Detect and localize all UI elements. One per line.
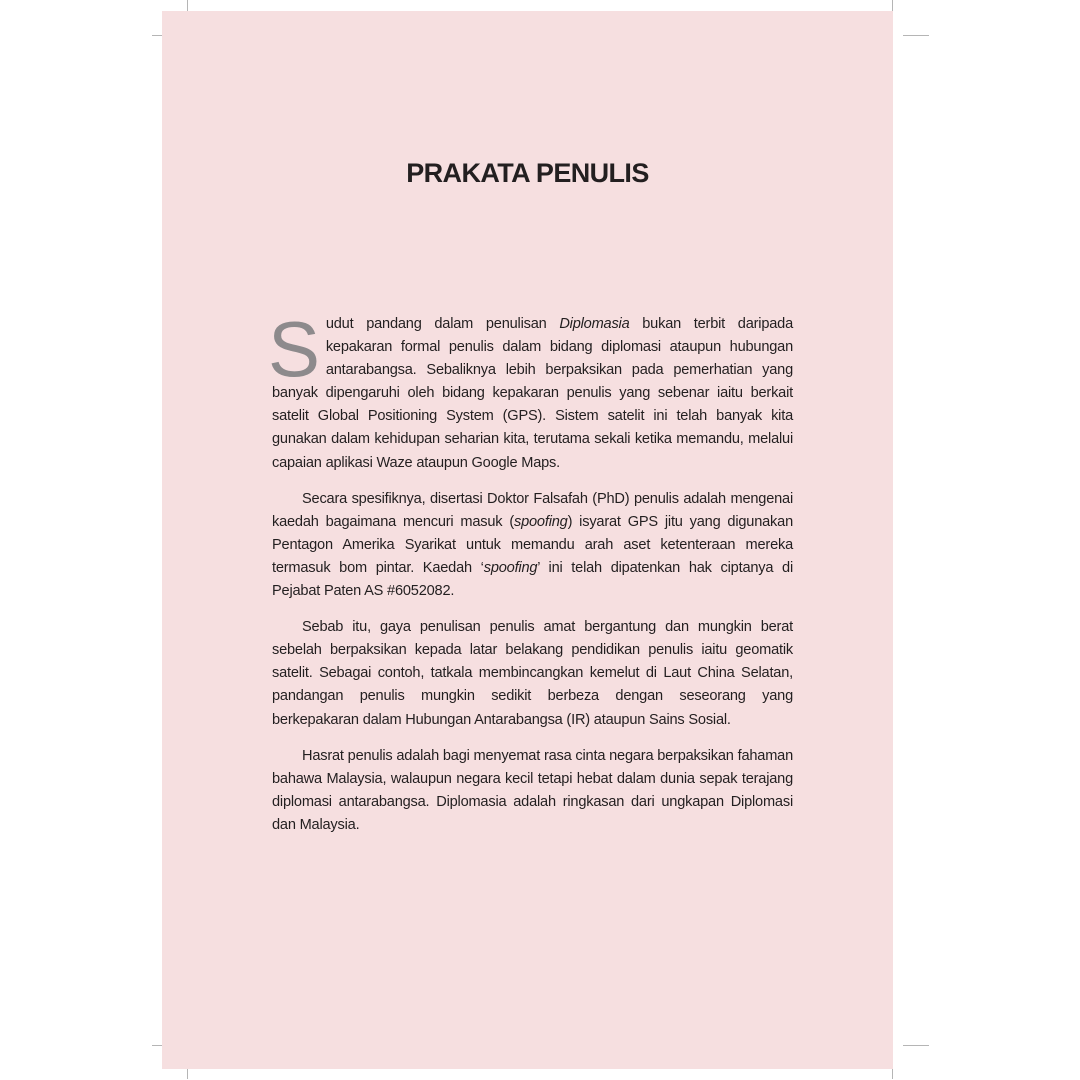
paragraph-2-text-a: Secara spesifiknya, disertasi Doktor Falsafah (PhD) penulis adalah mengenai kaedah bagaimana mencuri masuk (: [272, 490, 793, 530]
crop-mark-bottom-right-horizontal: [903, 1045, 929, 1046]
page-title: PRAKATA PENULIS: [406, 158, 649, 188]
paragraph-1-text-a: udut pandang dalam penulisan: [325, 316, 560, 332]
paragraph-2-italic-b: spoofing: [483, 559, 538, 576]
paragraph-1-italic-title: Diplomasia: [559, 316, 630, 332]
preface-body: [268, 305, 793, 850]
paragraph-1: [268, 305, 793, 475]
paragraph-2-italic-a: spoofing: [514, 513, 568, 530]
crop-mark-top-right-horizontal: [903, 35, 929, 36]
paragraph-2-text-c: ’ ini telah dipatenkan hak ciptanya di Pejabat Paten AS #6052082.: [272, 559, 793, 600]
paragraph-2: [272, 488, 793, 603]
paragraph-2-text-b: ) isyarat GPS jitu yang digunakan Pentagon Amerika Syarikat untuk memandu arah aset ketenteraan mereka termasuk bom pintar. Kaedah ‘: [272, 513, 793, 576]
paragraph-3: Sebab itu, gaya penulisan penulis amat bergantung dan mungkin berat sebelah berpaksikan kepada latar belakang pendidikan penulis iaitu geomatik satelit. Sebagai contoh, tatkala membincangkan kemelut di Laut China Selatan, pandangan penulis mungkin sedikit berbeza dengan seseorang yang berkepakaran dalam Hubungan Antarabangsa (IR) ataupun Sains Sosial.: [272, 619, 793, 728]
drop-cap: S: [268, 305, 320, 393]
paragraph-1-text-b: bukan terbit daripada kepakaran formal penulis dalam bidang diplomasi ataupun hubungan antarabangsa. Sebaliknya lebih berpaksikan pada pemerhatian yang banyak dipengaruhi oleh bidang kepakaran penulis yang sebenar iaitu berkait satelit Global Positioning System (GPS). Sistem satelit ini telah banyak kita gunakan dalam kehidupan seharian kita, terutama sekali ketika memandu, melalui capaian aplikasi Waze ataupun Google Maps.: [272, 316, 793, 471]
paragraph-4: Hasrat penulis adalah bagi menyemat rasa cinta negara berpaksikan fahaman bahawa Malaysia, walaupun negara kecil tetapi hebat dalam dunia sepak terajang diplomasi antarabangsa. Diplomasia adalah ringkasan dari ungkapan Diplomasi dan Malaysia.: [272, 747, 793, 833]
